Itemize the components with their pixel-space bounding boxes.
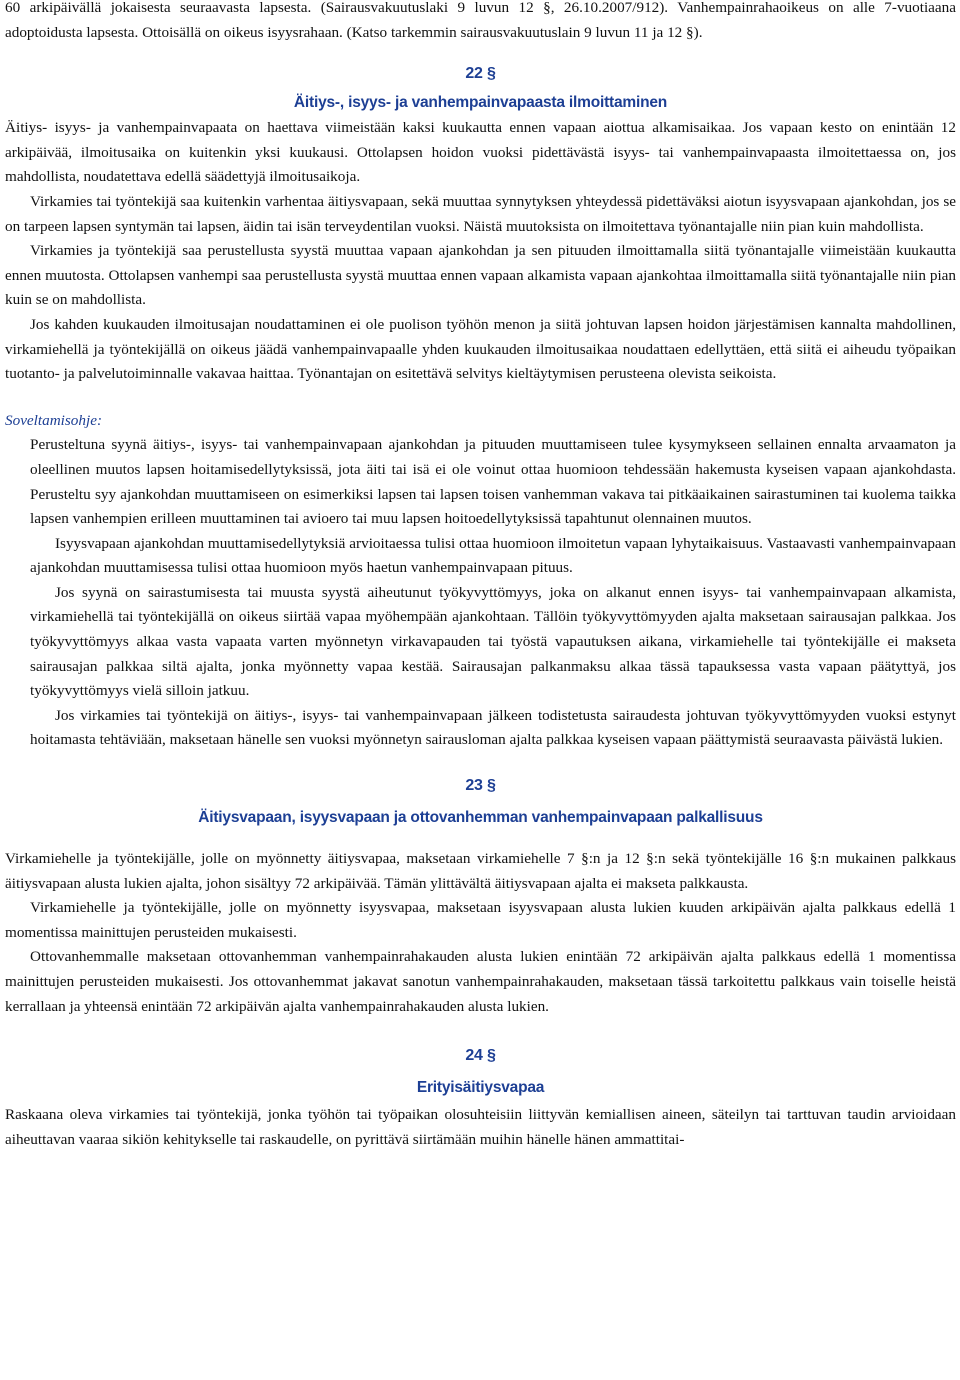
section-23-title: Äitiysvapaan, isyysvapaan ja ottovanhemman vanhempainvapaan palkallisuus [198,809,763,827]
section-22-number: 22 § [465,65,496,83]
section-23-paragraph-1: Virkamiehelle ja työntekijälle, jolle on myönnetty äitiysvapaa, maksetaan virkamiehelle 7 §:n ja 12 §:n sekä työntekijälle 16 §:n mukainen palkkaus äitiysvapaan alusta lukien ajalta, johon sisältyy 72 arkipäivää. Tämän ylittävältä äitiysvapaan ajalta ei makseta palkkausta. [5,850,956,892]
section-22-paragraph-1: Äitiys- isyys- ja vanhempainvapaata on haettava viimeistään kaksi kuukautta ennen vapaan aiottua alkamisaikaa. Jos vapaan kesto on enintään 12 arkipäivää, ilmoitusaika on kuitenkin yksi kuukausi. Ottolapsen hoidon vuoksi pidettävästä isyys- tai vanhempainvapaasta ilmoitettaessa on, jos mahdollista, noudatettava edellä säädettyjä ilmoitusaikoja. [5,119,956,186]
section-23-number: 23 § [465,777,496,795]
section-24-number: 24 § [465,1047,496,1065]
document-page [5,0,956,1152]
section-23-paragraph-2: Virkamiehelle ja työntekijälle, jolle on myönnetty isyysvapaa, maksetaan isyysvapaan alusta lukien kuuden arkipäivän ajalta palkkaus edellä 1 momentissa mainittujen perusteiden mukaisesti. [5,899,956,941]
guideline-block [5,433,956,753]
guideline-paragraph-1: Perusteltuna syynä äitiys-, isyys- tai vanhempainvapaan ajankohdan ja pituuden muuttamiseen tulee kysymykseen sellainen ennalta arvaamaton ja oleellinen muutos lapsen hoitamisedellytyksissä, jota äiti tai isä ei ole voinut ottaa huomioon tehdessään hakemusta kyseisen vapaan ajankohdasta. Perusteltu syy ajankohdan muuttamiseen on esimerkiksi lapsen tai lapsen toisen vanhemman vakava tai pitkäaikainen sairastuminen tai kuolema taikka lapsen vanhempien erilleen muuttaminen tai avioero tai muu lapsen hoitoedellytyksissä tapahtunut olennainen muutos. [30,436,956,528]
section-22-paragraph-4: Jos kahden kuukauden ilmoitusajan noudattaminen ei ole puolison työhön menon ja siitä johtuvan lapsen hoidon järjestämisen kannalta mahdollinen, virkamiehellä ja työntekijällä on oikeus jäädä vanhempainvapaalle yhden kuukauden ilmoitusaikaa noudattaen edellyttäen, että siitä ei aiheudu työpaikan tuotanto- ja palvelutoiminnalle vakavaa haittaa. Työnantajan on esitettävä selvitys kieltäytymisen perusteena olevista seikoista. [5,315,956,383]
section-24-paragraph-1: Raskaana oleva virkamies tai työntekijä, jonka työhön tai työpaikan olosuhteisiin liittyvän kemiallisen aineen, säteilyn tai tarttuvan taudin arvioidaan aiheuttavan vaaraa sikiön kehitykselle tai raskaudelle, on pyrittävä siirtämään muihin hänelle hänen ammattitai- [5,1106,956,1148]
guideline-label: Soveltamisohje: [5,411,103,429]
section-22-title: Äitiys-, isyys- ja vanhempainvapaasta ilmoittaminen [293,94,668,112]
section-22-paragraph-2: Virkamies tai työntekijä saa kuitenkin varhentaa äitiysvapaan, sekä muuttaa synnytyksen yhteydessä pidettäväksi aiotun isyysvapaan ajankohdan, jos se on tarpeen lapsen syntymän tai lapsen, äidin tai isän terveydentilan vuoksi. Näistä muutoksista on ilmoitettava työnantajalle niin pian kuin mahdollista. [5,192,956,235]
intro-paragraph: 60 arkipäivällä jokaisesta seuraavasta lapsesta. (Sairausvakuutuslaki 9 luvun 12 §, 26.10.2007/912). Vanhempainrahaoikeus on alle 7-vuotiaana adoptoidusta lapsesta. Ottoisällä on oikeus isyysrahaan. (Katso tarkemmin sairausvakuutuslain 9 luvun 11 ja 12 §). [5,0,956,41]
guideline-paragraph-2: Isyysvapaan ajankohdan muuttamisedellytyksiä arvioitaessa tulisi ottaa huomioon ilmoitetun vapaan lyhytaikaisuus. Vastaavasti vanhempainvapaan ajankohdan muuttamisessa tulisi ottaa huomioon myös haetun vanhempainvapaan pituus. [30,534,956,577]
guideline-paragraph-4: Jos virkamies tai työntekijä on äitiys-, isyys- tai vanhempainvapaan jälkeen todistetusta sairaudesta johtuvan työkyvyttömyyden vuoksi estynyt hoitamasta tehtäviään, maksetaan hänelle sen vuoksi myönnetyn sairausloman ajalta palkkaa kyseisen vapaan päättymistä seuraavasta päivästä lukien. [30,706,956,749]
guideline-paragraph-3: Jos syynä on sairastumisesta tai muusta syystä aiheutunut työkyvyttömyys, joka on alkanut ennen isyys- tai vanhempainvapaan alkamista, virkamiehellä tai työntekijällä on oikeus siirtää vapaa myöhempään ajankohtaan. Tällöin työkyvyttömyyden ajalta maksetaan sairausajan palkkaa. Jos työkyvyttömyys alkaa vasta vapaata varten myönnetyn virkavapauden tai työstä vapautuksen aikana, virkamiehelle tai työntekijälle ei makseta sairausajan palkkaa siltä ajalta, jonka myönnetty vapaa kestää. Sairausajan palkanmaksu alkaa tässä tapauksessa vasta vapaan päätyttyä, jos työkyvyttömyys vielä silloin jatkuu. [30,583,956,700]
section-23-paragraph-3: Ottovanhemmalle maksetaan ottovanhemman vanhempainrahakauden alusta lukien enintään 72 arkipäivän ajalta palkkaus edellä 1 momentissa mainittujen perusteiden mukaisesti. Jos ottovanhemmat jakavat sanotun vanhempainrahakauden, maksetaan tässä tarkoitettu palkkaus vain toiselle heistä kerrallaan ja yhteensä enintään 72 arkipäivän ajalta vanhempainrahakauden alusta lukien. [5,948,956,1015]
section-24-title: Erityisäitiysvapaa [416,1079,545,1097]
section-22-paragraph-3: Virkamies ja työntekijä saa perustellusta syystä muuttaa vapaan ajankohdan ja sen pituuden ilmoittamalla siitä työnantajalle viimeistään kuukautta ennen muutosta. Ottolapsen vanhempi saa perustellusta syystä muuttaa ennen vapaan alkamista vapaan ajankohtaa ilmoittamalla siitä työnantajalle niin pian kuin se on mahdollista. [5,242,956,309]
